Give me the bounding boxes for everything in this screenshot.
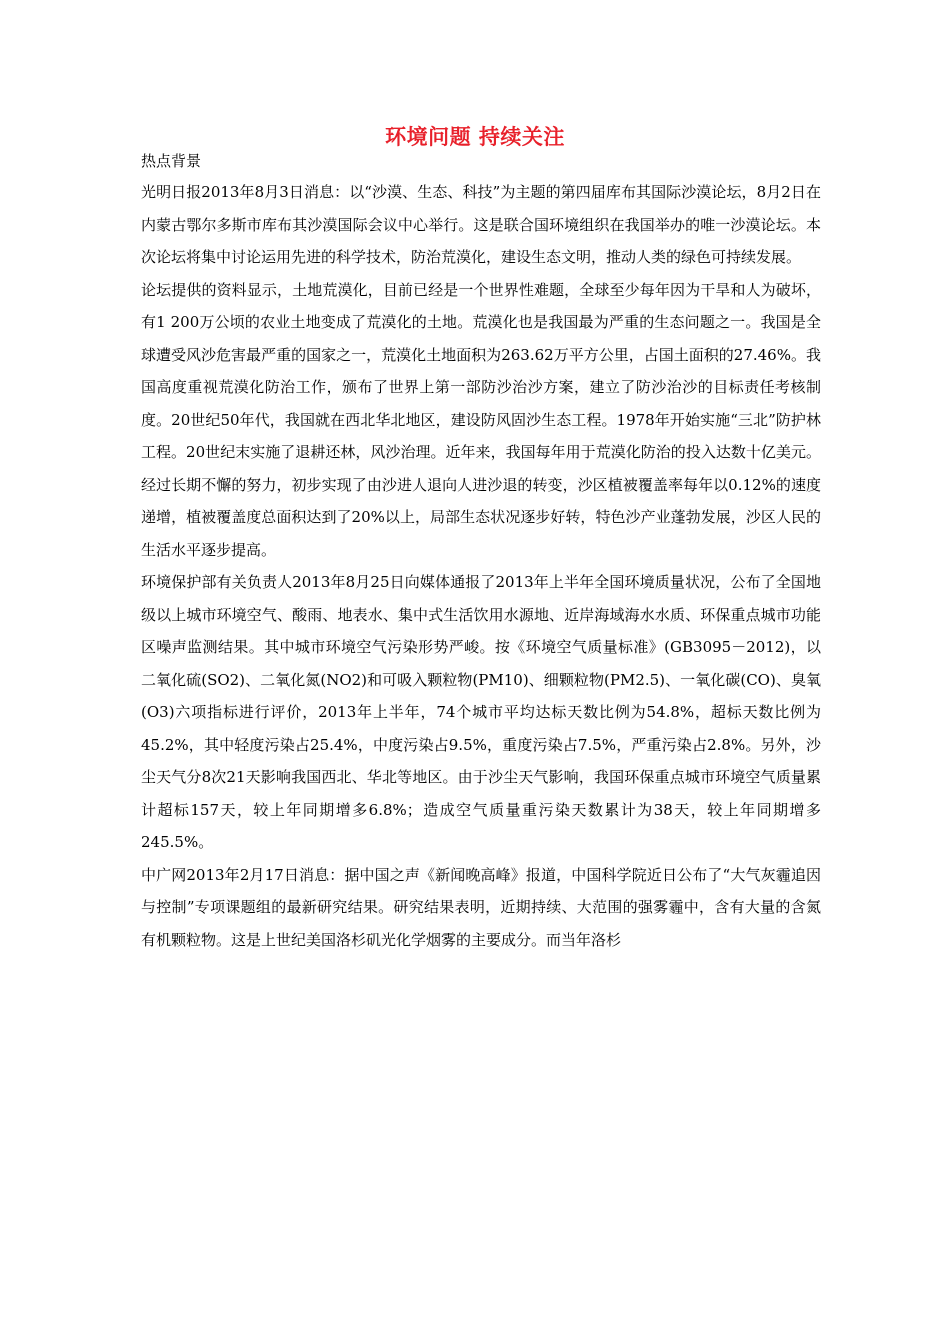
paragraph-haze-research: 中广网2013年2月17日消息：据中国之声《新闻晚高峰》报道，中国科学院近日公布了“大气灰霾追因与控制”专项课题组的最新研究结果。研究结果表明，近期持续、大范围的强雾霾中，含有大量的含氮有机颗粒物。这是上世纪美国洛杉矶光化学烟雾的主要成分。而当年洛杉 bbox=[141, 865, 821, 949]
paragraph-desertification: 论坛提供的资料显示，土地荒漠化，目前已经是一个世界性难题，全球至少每年因为干旱和人为破坏，有1 200万公顷的农业土地变成了荒漠化的土地。荒漠化也是我国最为严重的生态问题之一。我国是全球遭受风沙危害最严重的国家之一，荒漠化土地面积为263.62万平方公里，占国土面积的27.46%。我国高度重视荒漠化防治工作，颁布了世界上第一部防沙治沙方案，建立了防沙治沙的目标责任考核制度。20世纪50年代，我国就在西北华北地区，建设防风固沙生态工程。1978年开始实施“三北”防护林工程。20世纪末实施了退耕还林，风沙治理。近年来，我国每年用于荒漠化防治的投入达数十亿美元。经过长期不懈的努力，初步实现了由沙进人退向人进沙退的转变，沙区植被覆盖率每年以0.12%的速度递增，植被覆盖度总面积达到了20%以上，局部生态状况逐步好转，特色沙产业蓬勃发展，沙区人民的生活水平逐步提高。 bbox=[141, 280, 821, 559]
document-title: 环境问题 持续关注 bbox=[385, 124, 565, 149]
document-body bbox=[141, 150, 821, 956]
paragraph-air-quality: 环境保护部有关负责人2013年8月25日向媒体通报了2013年上半年全国环境质量状况，公布了全国地级以上城市环境空气、酸雨、地表水、集中式生活饮用水源地、近岸海域海水水质、环保重点城市功能区噪声监测结果。其中城市环境空气污染形势严峻。按《环境空气质量标准》(GB3095－2012)，以二氧化硫(SO2)、二氧化氮(NO2)和可吸入颗粒物(PM10)、细颗粒物(PM2.5)、一氧化碳(CO)、臭氧(O3)六项指标进行评价，2013年上半年，74个城市平均达标天数比例为54.8%，超标天数比例为45.2%，其中轻度污染占25.4%，中度污染占9.5%，重度污染占7.5%，严重污染占2.8%。另外，沙尘天气分8次21天影响我国西北、华北等地区。由于沙尘天气影响，我国环保重点城市环境空气质量累计超标157天，较上年同期增多6.8%；造成空气质量重污染天数累计为38天，较上年同期增多245.5%。 bbox=[141, 573, 821, 851]
section-label: 热点背景 bbox=[141, 152, 202, 170]
paragraph-desert-forum: 光明日报2013年8月3日消息：以“沙漠、生态、科技”为主题的第四届库布其国际沙漠论坛，8月2日在内蒙古鄂尔多斯市库布其沙漠国际会议中心举行。这是联合国环境组织在我国举办的唯一沙漠论坛。本次论坛将集中讨论运用先进的科学技术，防治荒漠化，建设生态文明，推动人类的绿色可持续发展。 bbox=[141, 183, 821, 266]
